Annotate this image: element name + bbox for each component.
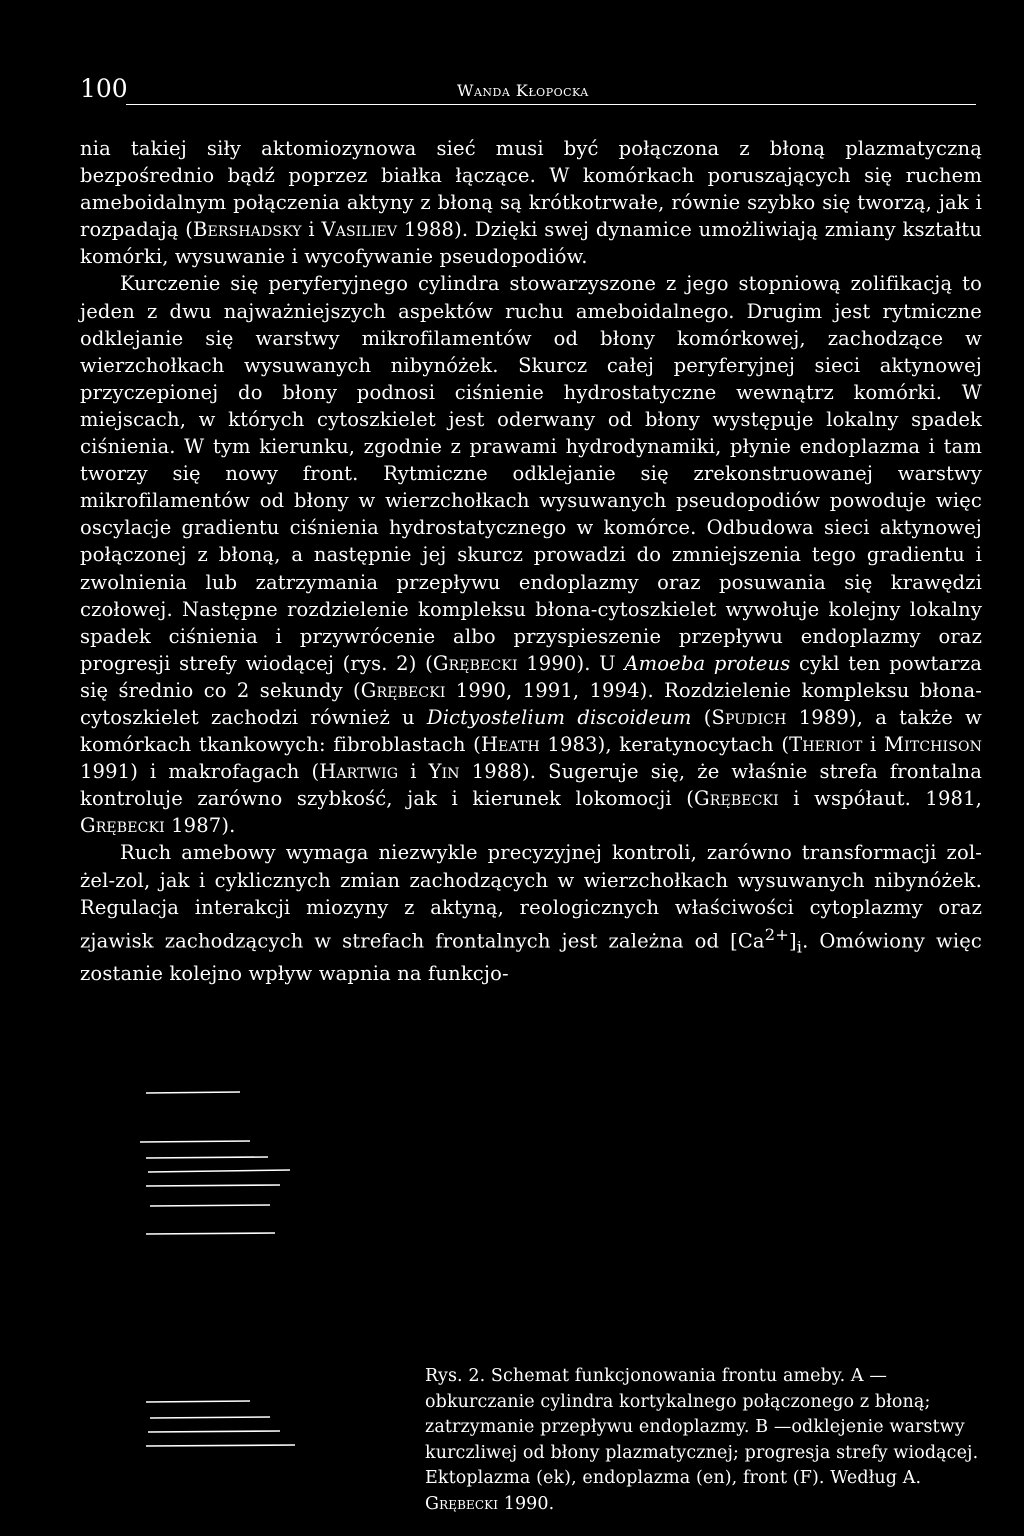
figure-stroke bbox=[146, 1445, 295, 1446]
figure-stroke bbox=[146, 1157, 268, 1158]
figure-stroke bbox=[146, 1401, 250, 1402]
species-name: Dictyostelium discoideum bbox=[426, 705, 692, 729]
paragraph-2 bbox=[80, 270, 982, 839]
subscript: i bbox=[796, 937, 803, 957]
text-run: 1988). Sugeruje się, że właśnie strefa frontalna kontroluje zarówno szybkość, jak i kierunek lokomocji ( bbox=[80, 760, 983, 811]
author-name: Hartwig bbox=[319, 760, 399, 784]
text-run: 1990. bbox=[498, 1493, 555, 1514]
author-name: Grębecki bbox=[425, 1493, 499, 1514]
running-head: Wanda Kłopocka bbox=[457, 81, 589, 100]
figure-stroke bbox=[150, 1417, 270, 1418]
text-run: cykl ten powtarza się średnio co 2 sekundy ( bbox=[80, 651, 982, 702]
figure-stroke bbox=[140, 1141, 250, 1142]
text-run: . Omówiony więc zostanie kolejno wpływ wapnia na funkcjo- bbox=[80, 929, 982, 986]
figure-stroke bbox=[150, 1205, 270, 1206]
caption-text bbox=[425, 1364, 985, 1518]
page-header bbox=[80, 74, 976, 110]
text-run: ( bbox=[691, 705, 712, 729]
author-name: Spudich bbox=[711, 705, 787, 729]
text-run: Ruch amebowy wymaga niezwykle precyzyjnej kontroli, zarówno transformacji zol-żel-zol, jak i cyklicznych zmian zachodzących w wierzchołkach wysuwanych nibynóżek. Regulacja interakcji miozyny z aktyną, reologicznych właściwości cytoplazmy oraz zjawisk zachodzących w strefach frontalnych jest zależna od [Ca bbox=[80, 841, 982, 953]
text-run: 1983), keratynocytach ( bbox=[539, 733, 790, 757]
figure-stroke bbox=[146, 1092, 240, 1093]
superscript: 2+ bbox=[764, 924, 789, 944]
page-number: 100 bbox=[80, 74, 128, 103]
text-run: 1990, 1991, 1994). Rozdzielenie kompleksu błona-cytoszkielet zachodzi również u bbox=[80, 678, 982, 729]
text-run: 1987). bbox=[164, 814, 236, 838]
figure-stroke bbox=[148, 1170, 290, 1172]
author-name: Grębecki bbox=[80, 814, 165, 838]
text-run: 1989), a także w komórkach tkankowych: fibroblastach ( bbox=[80, 705, 982, 757]
text-run: 1991) i makrofagach ( bbox=[80, 760, 320, 784]
species-name: Amoeba proteus bbox=[624, 651, 791, 675]
author-name: Theriot bbox=[789, 733, 863, 757]
text-run: Kurczenie się peryferyjnego cylindra stowarzyszone z jego stopniową zolifikacją to jeden z dwu najważniejszych aspektów ruchu ameboidalnego. Drugim jest rytmiczne odklejanie się warstwy mikrofilamentów od błony komórkowej, zachodzące w wierzchołkach wysuwanych nibynóżek. Skurcz całej peryferyjnej sieci aktynowej przyczepionej do błony podnosi ciśnienie hydrostatyczne wewnątrz komórki. W miejscach, w których cytoszkielet jest oderwany od błony występuje lokalny spadek ciśnienia. W tym kierunku, zgodnie z prawami hydrodynamiki, płynie endoplazma i tam tworzy się nowy front. Rytmiczne odklejanie się zrekonstruowanej warstwy mikrofilamentów od błony w wierzchołkach wysuwanych pseudopodiów powoduje więc oscylacje gradientu ciśnienia hydrostatycznego w komórce. Odbudowa sieci aktynowej połączonej z błoną, a następnie jej skurcz prowadzi do zmniejszenia tego gradientu i zwolnienia lub zatrzymania przepływu endoplazmy oraz posuwania się krawędzi czołowej. Następne rozdzielenie kompleksu błona-cytoszkielet wywołuje kolejny lokalny spadek ciśnienia i przywrócenie albo przyspieszenie przepływu endoplazmy oraz progresji strefy wiodącej (rys. 2) ( bbox=[80, 272, 982, 675]
figure-stroke bbox=[146, 1185, 280, 1186]
author-name: Mitchison bbox=[884, 733, 982, 757]
figure-2-schematic bbox=[120, 1080, 320, 1460]
figure-stroke bbox=[148, 1431, 280, 1432]
figure-caption bbox=[425, 1364, 985, 1518]
body-text bbox=[80, 135, 982, 987]
paragraph-3 bbox=[80, 839, 982, 987]
header-rule bbox=[126, 104, 976, 105]
author-name: Bershadsky bbox=[193, 218, 302, 242]
text-run: i bbox=[398, 760, 429, 784]
text-run: i bbox=[301, 218, 322, 242]
author-name: Heath bbox=[480, 733, 540, 757]
author-name: Vasiliev bbox=[321, 218, 398, 242]
author-name: Yin bbox=[428, 760, 460, 784]
author-name: Grębecki bbox=[360, 678, 446, 702]
text-run: 1990). U bbox=[517, 651, 625, 675]
text-run: i współaut. 1981, bbox=[778, 787, 983, 811]
text-run: Rys. 2. Schemat funkcjonowania frontu ameby. A — obkurczanie cylindra kortykalnego połączonego z błoną; zatrzymanie przepływu endoplazmy. B —odklejenie warstwy kurczliwej od błony plazmatycznej; progresja strefy wiodącej. Ektoplazma (ek), endoplazma (en), front (F). Według A. bbox=[425, 1366, 979, 1489]
paragraph-1 bbox=[80, 135, 982, 270]
text-run: 1988). Dzięki swej dynamice umożliwiają zmiany kształtu komórki, wysuwanie i wycofywanie pseudopodiów. bbox=[80, 218, 982, 269]
author-name: Grębecki bbox=[432, 651, 518, 675]
author-name: Grębecki bbox=[694, 787, 779, 811]
text-run: i bbox=[862, 733, 885, 757]
figure-lines bbox=[120, 1080, 320, 1460]
text-run: ] bbox=[788, 929, 797, 953]
text-run: nia takiej siły aktomiozynowa sieć musi być połączona z błoną plazmatyczną bezpośrednio bądź poprzez białka łączące. W komórkach poruszających się ruchem ameboidalnym połączenia aktyny z błoną są krótkotrwałe, równie szybko się tworzą, jak i rozpadają ( bbox=[80, 137, 982, 242]
figure-stroke bbox=[146, 1233, 275, 1234]
